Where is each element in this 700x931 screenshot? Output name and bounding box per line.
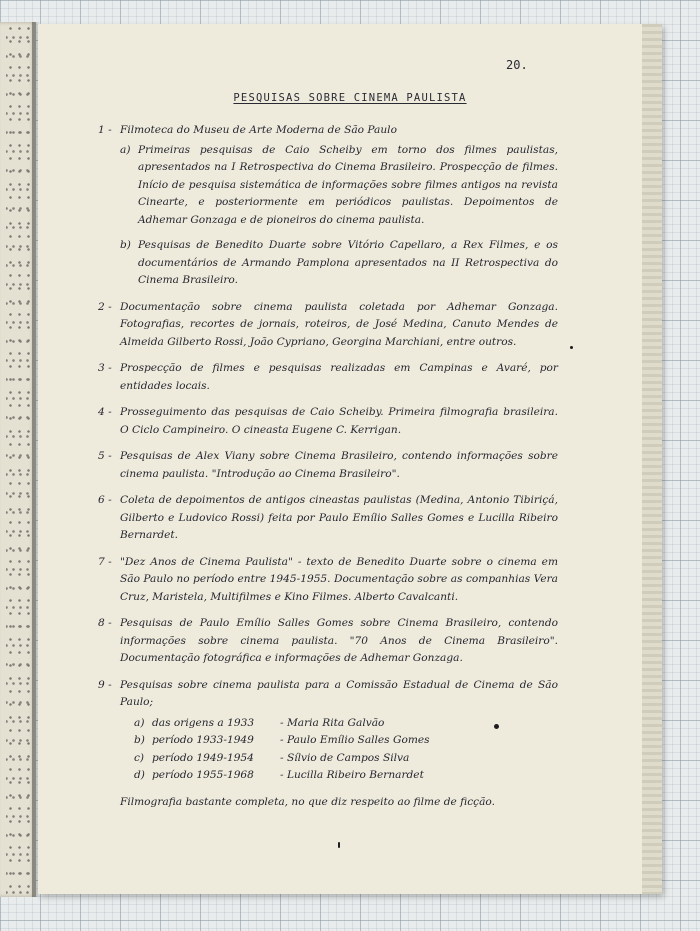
- item-text: Pesquisas sobre cinema paulista para a Comissão Estadual de Cinema de São Paulo;: [120, 678, 558, 708]
- period-table: [120, 715, 558, 785]
- page-number: 20.: [506, 58, 528, 72]
- period-letter: b): [134, 734, 145, 746]
- page-title: PESQUISAS SOBRE CINEMA PAULISTA: [233, 92, 467, 104]
- list-item-5: [98, 448, 558, 483]
- item-text: Prospecção de filmes e pesquisas realizadas em Campinas e Avaré, por entidades locais.: [120, 362, 558, 392]
- item-text: Prosseguimento das pesquisas de Caio Scheiby. Primeira filmografia brasileira. O Ciclo Campineiro. O cineasta Eugene C. Kerrigan.: [120, 406, 558, 436]
- subitem-a: [120, 142, 558, 230]
- list-item-2: [98, 299, 558, 352]
- item-number: 8 -: [98, 617, 112, 629]
- subitem-text: Pesquisas de Benedito Duarte sobre Vitório Capellaro, a Rex Filmes, e os documentários de Armando Pamplona apresentados na II Retrospectiva do Cinema Brasileiro.: [138, 239, 558, 286]
- period-range: período 1949-1954: [152, 751, 254, 764]
- item-number: 1 -: [98, 124, 112, 136]
- item-text: Coleta de depoimentos de antigos cineastas paulistas (Medina, Antonio Tibiriçá, Gilberto e Ludovico Rossi) feita por Paulo Emílio Salles Gomes e Lucilla Ribeiro Bernardet.: [120, 494, 558, 541]
- ink-blot: [570, 346, 573, 349]
- list-item-1: [98, 122, 558, 290]
- period-researcher: - Sílvio de Campos Silva: [280, 751, 410, 764]
- period-letter: a): [134, 716, 145, 729]
- period-letter: d): [134, 769, 145, 781]
- page-right-edge: [642, 24, 662, 894]
- research-list: [98, 122, 558, 811]
- item-text: Pesquisas de Paulo Emílio Salles Gomes sobre Cinema Brasileiro, contendo informações sobre cinema paulista. "70 Anos de Cinema Brasileiro". Documentação fotográfica e informações de Adhemar Gonzaga.: [120, 617, 558, 664]
- list-item-9: [98, 677, 558, 785]
- period-range: período 1955-1968: [152, 769, 254, 781]
- facing-page-edge: [0, 22, 36, 897]
- facing-page-print-bleed: [6, 22, 32, 897]
- document-page: [38, 24, 662, 894]
- period-range: das origens a 1933: [152, 716, 255, 729]
- item-number: 5 -: [98, 450, 112, 462]
- item-text: Documentação sobre cinema paulista coletada por Adhemar Gonzaga. Fotografias, recortes de jornais, roteiros, de José Medina, Canuto Mendes de Almeida Gilberto Rossi, João Cypriano, Georgina Marchiani, entre outros.: [120, 300, 558, 348]
- item-number: 7 -: [98, 555, 112, 568]
- list-item-7: [98, 554, 558, 607]
- period-letter: c): [134, 751, 145, 764]
- item-number: 6 -: [98, 494, 112, 506]
- period-researcher: - Lucilla Ribeiro Bernardet: [280, 769, 424, 781]
- item-text: Filmoteca do Museu de Arte Moderna de São Paulo: [120, 124, 397, 136]
- period-row: [120, 715, 558, 733]
- list-item-8: [98, 615, 558, 668]
- list-item-3: [98, 360, 558, 395]
- item-number: 3 -: [98, 362, 112, 374]
- item-number: 4 -: [98, 406, 112, 418]
- period-row: [120, 750, 558, 768]
- subitem-letter: b): [120, 239, 131, 251]
- item-body: [120, 677, 558, 785]
- item-number: 9 -: [98, 678, 112, 691]
- closing-note: Filmografia bastante completa, no que diz respeito ao filme de ficção.: [120, 795, 495, 808]
- item-text: Pesquisas de Alex Viany sobre Cinema Brasileiro, contendo informações sobre cinema paulista. "Introdução ao Cinema Brasileiro".: [120, 450, 558, 480]
- period-row: [120, 767, 558, 785]
- ink-blot: [494, 724, 499, 729]
- list-item-6: [98, 492, 558, 545]
- list-item-4: [98, 404, 558, 439]
- period-researcher: - Maria Rita Galvão: [280, 716, 385, 729]
- subitem-b: [120, 237, 558, 290]
- subitem-text: Primeiras pesquisas de Caio Scheiby em torno dos filmes paulistas, apresentados na I Retrospectiva do Cinema Brasileiro. Prospecção de filmes. Início de pesquisa sistemática de informações sobre filmes antigos na revista Cinearte, e posteriormente em periódicos paulistas. Depoimentos de Adhemar Gonzaga e de pioneiros do cinema paulista.: [138, 143, 558, 226]
- period-researcher: - Paulo Emílio Salles Gomes: [280, 734, 430, 746]
- period-range: período 1933-1949: [152, 734, 254, 746]
- subitem-letter: a): [120, 143, 131, 156]
- item-number: 2 -: [98, 300, 112, 313]
- item-text: "Dez Anos de Cinema Paulista" - texto de Benedito Duarte sobre o cinema em São Paulo no período entre 1945-1955. Documentação sobre as companhias Vera Cruz, Maristela, Multifilmes e Kino Filmes. Alberto Cavalcanti.: [120, 555, 558, 603]
- period-row: [120, 732, 558, 750]
- ink-blot: [338, 842, 340, 848]
- item-body: [120, 122, 558, 290]
